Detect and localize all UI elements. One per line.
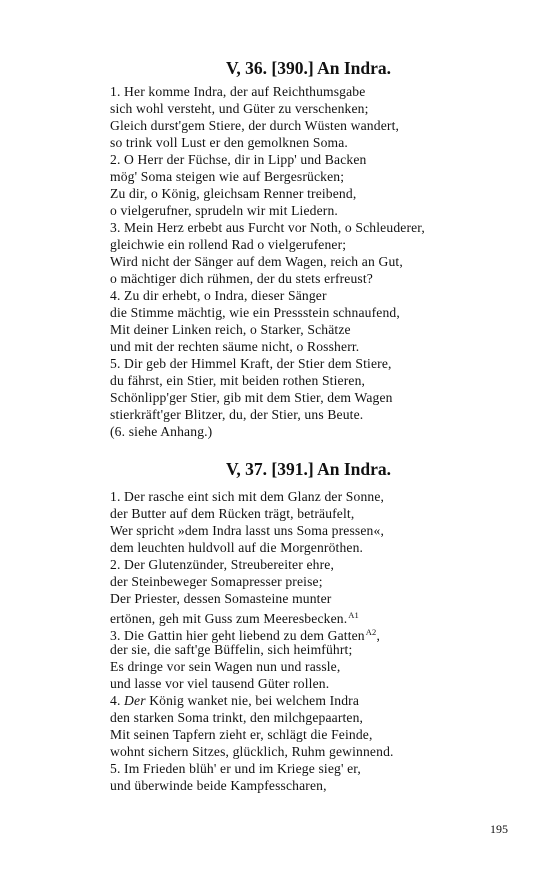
verse-line: (6. siehe Anhang.) [110,424,213,439]
verse-line: du fährst, ein Stier, mit beiden rothen Stieren, [110,373,366,388]
verse-line: Der Priester, dessen Somasteine munter [110,591,332,606]
verse-line: Es dringe vor sein Wagen nun und rassle, [110,659,341,674]
verse-line: den starken Soma trinkt, den milchgepaarten, [110,710,364,725]
verse-line: stierkräft'ger Blitzer, du, der Stier, uns Beute. [110,407,364,422]
verse-text: ertönen, geh mit Guss zum Meeresbecken. [110,611,348,626]
verse-line: und lasse vor viel tausend Güter rollen. [110,676,330,691]
verse-line: 5. Dir geb der Himmel Kraft, der Stier dem Stiere, [110,356,392,371]
verse-line: der Butter auf dem Rücken trägt, beträufelt, [110,506,355,521]
verse-text: 3. Die Gattin hier geht liebend zu dem Gatten [110,628,365,643]
verse-line: Zu dir, o König, gleichsam Renner treibend, [110,186,357,201]
verse-line [110,692,394,709]
verse-line: der sie, die saft'ge Büffelin, sich heimführt; [110,642,353,657]
verse-line: und überwinde beide Kampfesscharen, [110,778,327,793]
verse-line: 1. Der rasche eint sich mit dem Glanz der Sonne, [110,489,385,504]
section-heading-36: V, 36. [390.] An Indra. [226,58,391,78]
verse-line: Mit seinen Tapfern zieht er, schlägt die Feinde, [110,727,373,742]
verse-line: 5. Im Frieden blüh' er und im Kriege sieg' er, [110,761,361,776]
verse-line: dem leuchten huldvoll auf die Morgenröthen. [110,540,364,555]
verse-line: Wer spricht »dem Indra lasst uns Soma pressen«, [110,523,384,538]
verse-line: der Steinbeweger Somapresser preise; [110,574,323,589]
verse-line: o vielgerufner, sprudeln wir mit Liedern. [110,203,338,218]
verse-line: Wird nicht der Sänger auf dem Wagen, reich an Gut, [110,254,403,269]
footnote-ref-a2[interactable]: A2 [365,627,377,637]
emphasized-word: Der [124,693,146,708]
footnote-ref-a1[interactable]: A1 [348,610,359,620]
verse-line: sich wohl versteht, und Güter zu verschenken; [110,101,369,116]
page-number: 195 [490,822,508,836]
verse-line: 4. Zu dir erhebt, o Indra, dieser Sänger [110,288,327,303]
verse-number: 4. [110,693,125,708]
verse-line: so trink voll Lust er den gemolknen Soma. [110,135,348,150]
verse-block-36 [110,83,425,440]
verse-line: 3. Die Gattin hier geht liebend zu dem Gatten$^{A2}$, [110,627,381,643]
verse-line: mög' Soma steigen wie auf Bergesrücken; [110,169,345,184]
verse-line: 2. Der Glutenzünder, Streubereiter ehre, [110,557,334,572]
verse-line: Schönlipp'ger Stier, gib mit dem Stier, dem Wagen [110,390,393,405]
section-heading-37: V, 37. [391.] An Indra. [226,459,391,479]
verse-line: und mit der rechten säume nicht, o Rossherr. [110,339,360,354]
verse-line: 3. Mein Herz erbebt aus Furcht vor Noth, o Schleuderer, [110,220,425,235]
verse-line [110,607,394,624]
verse-line: die Stimme mächtig, wie ein Pressstein schnaufend, [110,305,400,320]
verse-line: 1. Her komme Indra, der auf Reichthumsgabe [110,84,366,99]
verse-line: 2. O Herr der Füchse, dir in Lipp' und Backen [110,152,367,167]
verse-line: o mächtiger dich rühmen, der du stets erfreust? [110,271,373,286]
verse-line: gleichwie ein rollend Rad o vielgerufener; [110,237,347,252]
verse-line: Mit deiner Linken reich, o Starker, Schätze [110,322,351,337]
verse-line: wohnt sichern Sitzes, glücklich, Ruhm gewinnend. [110,744,394,759]
verse-block-37 [110,488,394,794]
verse-line: Gleich durst'gem Stiere, der durch Wüsten wandert, [110,118,400,133]
verse-text: König wanket nie, bei welchem Indra [145,693,360,708]
